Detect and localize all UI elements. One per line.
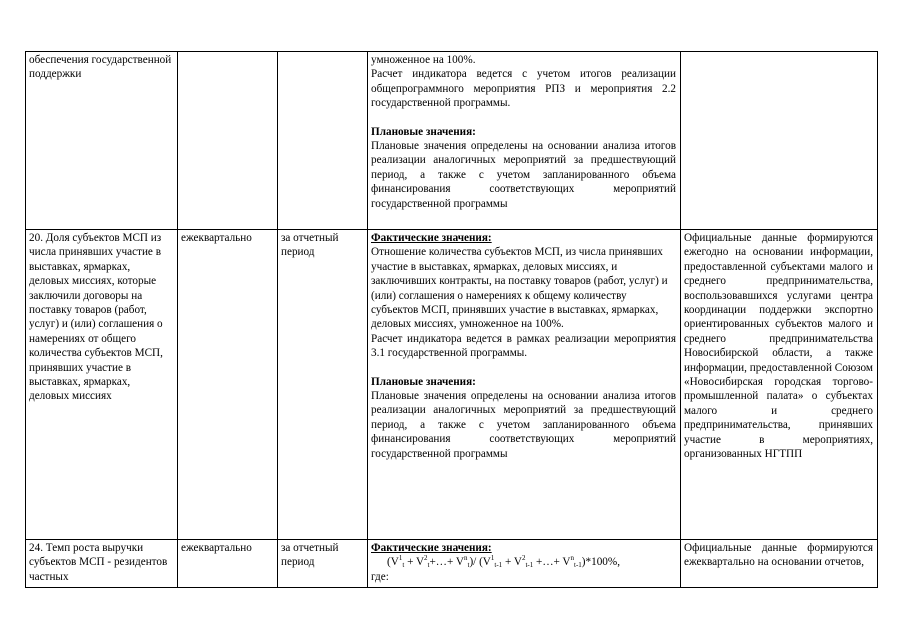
source-cell — [681, 230, 878, 540]
indicator-name: 24. Темп роста выручки субъектов МСП - резидентов частных — [29, 542, 168, 583]
indicator-cell — [26, 52, 178, 230]
fact-heading: Фактические значения: — [371, 232, 492, 244]
source-cell — [681, 540, 878, 588]
periodicity-value: ежеквартально — [181, 232, 252, 244]
table-row — [26, 52, 878, 230]
periodicity-cell — [178, 230, 278, 540]
fact-text: Отношение количества субъектов МСП, из числа принявших участие в выставках, ярмарках, деловых миссиях, и заключивших контракты, на поставку товаров (работ, услуг) и (или) соглашения о намерениях к общему количеству субъектов МСП, принявших участие в выставках, ярмарках, деловых миссиях, умноженное на 100%. — [371, 246, 668, 331]
plan-heading: Плановые значения: — [371, 375, 476, 388]
method-line: Расчет индикатора ведется с учетом итогов реализации общепрограммного мероприятия РПЗ и мероприятия 2.2 государственной программы. — [371, 68, 676, 110]
source-text: Официальные данные формируются ежеквартально на основании отчетов, — [684, 542, 873, 569]
where-text: где: — [371, 570, 389, 583]
source-text: Официальные данные формируются ежегодно на основании информации, предоставленной субъектами малого и среднего предпринимательства, воспользовавшихся услугами центра координации поддержки экспортно ориентированных субъектов малого и среднего предпринимательства Новосибирской области, а также информации, предоставленной Союзом «Новосибирская городская торгово-промышленной палата» о субъектах малого и среднего предпринимательства, принявших участие в мероприятиях, организованных НГТПП — [684, 232, 873, 461]
method-cell — [368, 540, 681, 588]
formula-tail: *100%, — [585, 556, 621, 569]
period-cell — [278, 230, 368, 540]
indicator-cell — [26, 540, 178, 588]
method-cell — [368, 230, 681, 540]
indicator-name: обеспечения государственной поддержки — [29, 54, 172, 81]
period-cell — [278, 52, 368, 230]
table-row — [26, 230, 878, 540]
formula: ($V^1_t$ + $V^2_t+\dots+ V^n_t)/$ ($V^1_{t-1} + V^2_{t-1}$ +…+ $V^n_{t-1})*100\%$, — [387, 554, 621, 570]
table-row — [26, 540, 878, 588]
indicator-cell — [26, 230, 178, 540]
source-cell — [681, 52, 878, 230]
indicator-name: 20. Доля субъектов МСП из числа принявших участие в выставках, ярмарках, деловых миссиях, которые заключили договоры на поставку товаров (работ, услуг) и (или) соглашения о намерениях от общего количества субъектов МСП, принявших участие в выставках, ярмарках, деловых миссиях — [29, 232, 163, 403]
fact-heading: Фактические значения: — [371, 542, 492, 554]
plan-text: Плановые значения определены на основании анализа итогов реализации аналогичных мероприятий за предшествующий период, а также с учетом запланированного объема финансирования соответствующих мероприятий государственной программы — [371, 390, 676, 460]
period-value: за отчетный период — [281, 232, 339, 259]
indicators-table — [25, 51, 878, 588]
periodicity-cell — [178, 540, 278, 588]
periodicity-value: ежеквартально — [181, 542, 252, 554]
plan-text: Плановые значения определены на основании анализа итогов реализации аналогичных мероприятий за предшествующий период, а также с учетом запланированного объема финансирования соответствующих мероприятий государственной программы — [371, 140, 676, 210]
periodicity-cell — [178, 52, 278, 230]
method-cell — [368, 52, 681, 230]
period-value: за отчетный период — [281, 542, 339, 569]
method-line: умноженное на 100%. — [371, 54, 476, 66]
plan-heading: Плановые значения: — [371, 125, 476, 138]
calc-text: Расчет индикатора ведется в рамках реализации мероприятия 3.1 государственной программы. — [371, 332, 676, 360]
period-cell — [278, 540, 368, 588]
